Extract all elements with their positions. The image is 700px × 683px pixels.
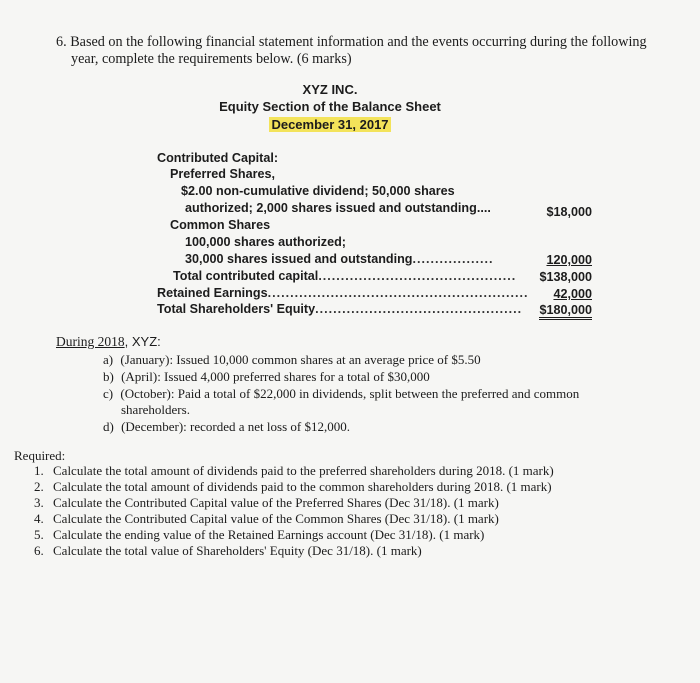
statement-date-wrap xyxy=(200,117,460,132)
events-title-rest: , XYZ: xyxy=(124,334,161,349)
required-text: Calculate the total amount of dividends paid to the preferred shareholders during 2018. (1 mark) xyxy=(53,463,554,478)
total-equity-amount-wrap xyxy=(512,303,592,317)
total-equity-amount: $180,000 xyxy=(539,303,592,320)
common-desc-2-row xyxy=(185,252,494,266)
question-line-1: 6. Based on the following financial statement information and the events occurring during the following xyxy=(56,34,647,50)
event-letter: d) xyxy=(103,419,114,434)
event-text: (December): recorded a net loss of $12,000. xyxy=(121,419,350,434)
event-item xyxy=(103,352,481,368)
common-desc-2: 30,000 shares issued and outstanding xyxy=(185,252,413,266)
event-text: (April): Issued 4,000 preferred shares for a total of $30,000 xyxy=(121,369,430,384)
question-text xyxy=(56,34,647,68)
event-letter: c) xyxy=(103,386,114,401)
leader-dots: .................. xyxy=(412,252,494,266)
retained-earnings-row xyxy=(157,286,529,300)
total-contributed-label: Total contributed capital xyxy=(173,269,319,283)
event-letter: b) xyxy=(103,369,114,384)
preferred-desc-2: authorized; 2,000 shares issued and outstanding.... xyxy=(185,201,491,215)
required-num: 5. xyxy=(34,527,44,542)
required-text: Calculate the total amount of dividends paid to the common shareholders during 2018. (1 mark) xyxy=(53,479,552,494)
required-num: 3. xyxy=(34,495,44,510)
common-amount: 120,000 xyxy=(546,253,592,267)
contributed-capital-label: Contributed Capital: xyxy=(157,151,279,165)
preferred-shares-label: Preferred Shares, xyxy=(170,167,276,181)
retained-earnings-label: Retained Earnings xyxy=(157,286,268,300)
event-item xyxy=(103,369,430,385)
preferred-desc-1: $2.00 non-cumulative dividend; 50,000 shares xyxy=(181,184,455,198)
common-desc-1: 100,000 shares authorized; xyxy=(185,235,346,249)
leader-dots: .......................................................... xyxy=(267,286,529,300)
required-item xyxy=(34,511,499,527)
required-num: 2. xyxy=(34,479,44,494)
required-title: Required: xyxy=(14,448,66,463)
preferred-amount: $18,000 xyxy=(546,205,592,219)
events-title-year: During 2018 xyxy=(56,334,125,349)
required-item xyxy=(34,543,422,559)
required-item xyxy=(34,495,499,511)
required-text: Calculate the ending value of the Retained Earnings account (Dec 31/18). (1 mark) xyxy=(53,527,485,542)
required-item xyxy=(34,479,552,495)
leader-dots: ............................................ xyxy=(318,269,517,283)
total-contributed-row xyxy=(173,269,517,283)
common-shares-label: Common Shares xyxy=(170,218,271,232)
retained-earnings-amount: 42,000 xyxy=(553,287,592,301)
required-num: 6. xyxy=(34,543,44,558)
event-text: (October): Paid a total of $22,000 in dividends, split between the preferred and common xyxy=(120,386,580,401)
total-equity-label: Total Shareholders' Equity xyxy=(157,302,316,316)
required-text: Calculate the Contributed Capital value of the Preferred Shares (Dec 31/18). (1 mark) xyxy=(53,495,499,510)
event-item xyxy=(103,419,350,435)
event-letter: a) xyxy=(103,352,114,367)
events-title xyxy=(56,334,161,350)
event-text-continued: shareholders. xyxy=(121,402,190,417)
question-line-2: year, complete the requirements below. (6 marks) xyxy=(71,51,352,67)
total-equity-row xyxy=(157,302,523,316)
company-name: XYZ INC. xyxy=(302,82,358,97)
total-contributed-amount: $138,000 xyxy=(539,270,592,284)
statement-title: Equity Section of the Balance Sheet xyxy=(219,99,441,114)
required-item xyxy=(34,463,554,479)
statement-date: December 31, 2017 xyxy=(271,117,389,132)
required-text: Calculate the total value of Shareholders' Equity (Dec 31/18). (1 mark) xyxy=(53,543,422,558)
required-num: 4. xyxy=(34,511,44,526)
event-item xyxy=(103,386,579,402)
event-text: (January): Issued 10,000 common shares at an average price of $5.50 xyxy=(120,352,481,367)
required-num: 1. xyxy=(34,463,44,478)
leader-dots: .............................................. xyxy=(315,302,523,316)
required-text: Calculate the Contributed Capital value of the Common Shares (Dec 31/18). (1 mark) xyxy=(53,511,499,526)
required-item xyxy=(34,527,484,543)
